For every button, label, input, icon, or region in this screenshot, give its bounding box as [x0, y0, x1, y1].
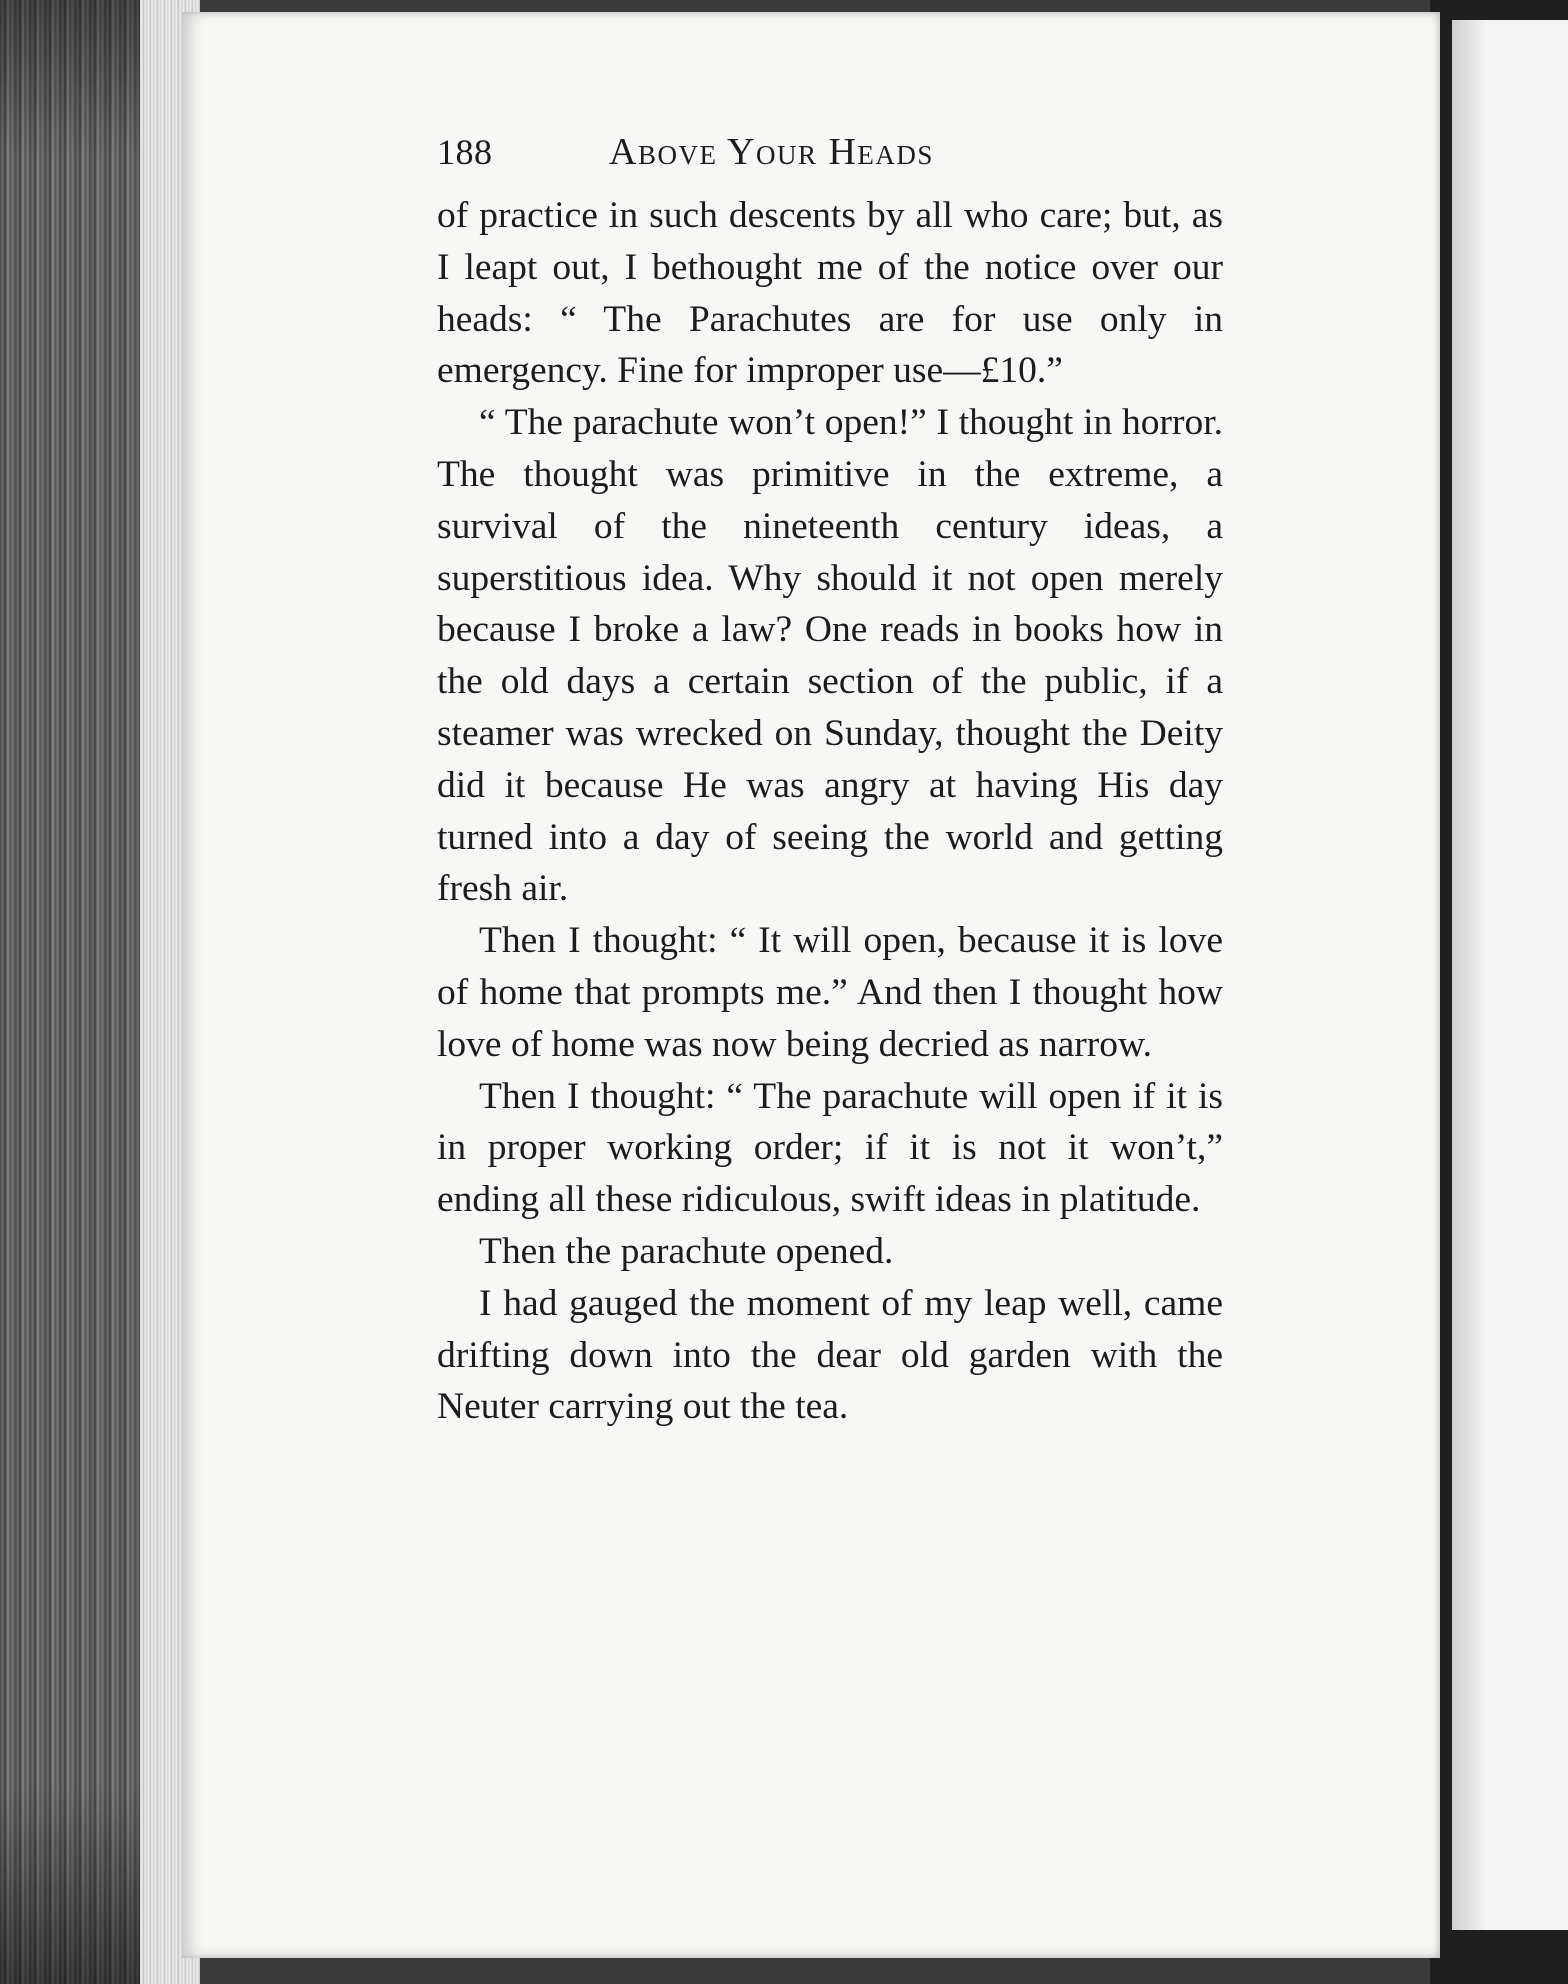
paragraph: “ The parachute won’t open!” I thought in horror. The thought was primitive in the extreme, a survival of the nineteenth century ideas, a superstitious idea. Why should it not open merely because I broke a law? One reads in books how in the old days a certain section of the public, if a steamer was wrecked on Sunday, thought the Deity did it because He was angry at having His day turned into a day of seeing the world and getting fresh air.	[437, 402, 1223, 910]
running-title: Above Your Heads	[609, 131, 934, 173]
paragraph: Then I thought: “ It will open, because it is love of home that prompts me.” And then I thought how love of home was now being decried as narrow.	[437, 920, 1223, 1065]
facing-page-sliver	[1452, 20, 1568, 1930]
running-head	[437, 130, 1223, 190]
body-text	[437, 190, 1223, 1433]
text-block	[437, 130, 1223, 1433]
paragraph: Then I thought: “ The parachute will open if it is in proper working order; if it is not it won’t,” ending all these ridiculous, swift ideas in platitude.	[437, 1075, 1223, 1221]
paragraph: I had gauged the moment of my leap well, came drifting down into the dear old garden with the Neuter carrying out the tea.	[437, 1282, 1223, 1428]
page-number: 188	[437, 132, 493, 172]
book-page	[182, 12, 1440, 1958]
paragraph: Then the parachute opened.	[479, 1230, 894, 1272]
paragraph-continued: of practice in such descents by all who care; but, as I leapt out, I bethought me of the notice over our heads: “ The Parachutes are for use only in emergency. Fine for improper use—£10.”	[437, 195, 1223, 392]
